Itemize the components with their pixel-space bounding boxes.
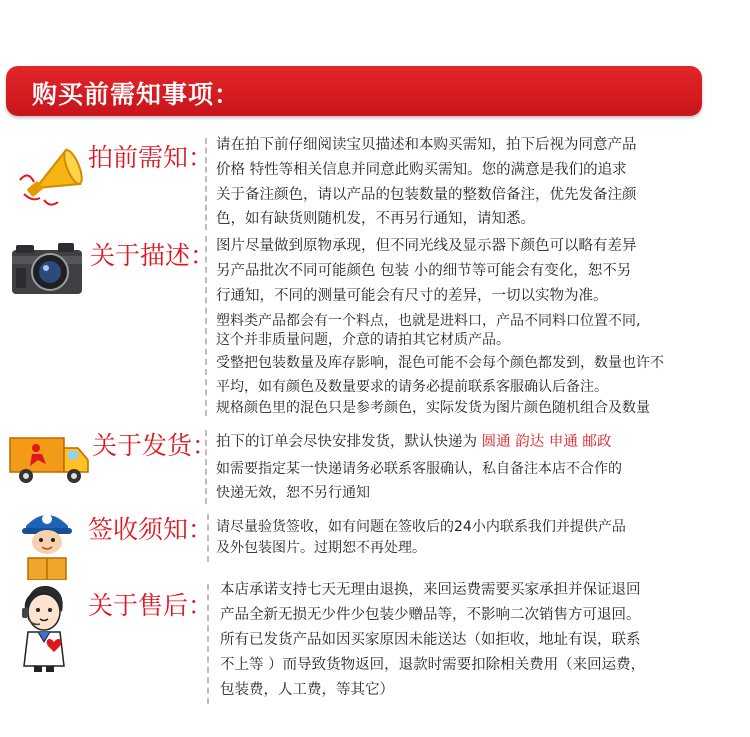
text-line: 不上等 ）而导致货物返回，退款时需要扣除相关费用（来回运费，: [220, 657, 646, 673]
text-line: 这个并非质量问题，介意的请拍其它材质产品。: [216, 332, 510, 348]
camera-icon: [10, 240, 84, 296]
section-divider: [205, 236, 207, 416]
text-line: 及外包装图片。过期恕不再处理。: [216, 540, 426, 556]
text-line: 所有已发货产品如因买家原因未能送达（如拒收，地址有误，联系: [220, 632, 641, 648]
section-divider: [205, 138, 207, 230]
text-line: 快递无效，恕不另行通知: [216, 485, 370, 501]
courier-list: 圆通 韵达 申通 邮政: [481, 434, 612, 450]
section-divider: [207, 584, 209, 704]
section-title-description: 关于描述：: [90, 241, 216, 270]
section-title-signing: 签收须知：: [88, 515, 214, 544]
text-line: 平均，如有颜色及数量要求的请务必提前联系客服确认后备注。: [216, 379, 608, 395]
text-line: 规格颜色里的混色只是参考颜色，实际发货为图片颜色随机组合及数量: [216, 400, 650, 416]
section-title-before-purchase: 拍前需知：: [88, 143, 214, 172]
section-title-after-sales: 关于售后：: [88, 591, 214, 620]
text-line: 受整把包装数量及库存影响，混色可能不会每个颜色都发到，数量也许不: [216, 355, 664, 371]
text-line: 请尽量验货签收，如有问题在签收后的24小内联系我们并提供产品: [216, 519, 626, 535]
text-line: 包装费，人工费，等其它）: [220, 682, 394, 698]
text-line: 行通知，不同的测量可能会有尺寸的差异，一切以实物为准。: [216, 288, 608, 304]
delivery-truck-icon: [8, 434, 92, 486]
section-divider: [207, 514, 209, 562]
shipping-default-text: 拍下的订单会尽快安排发货，默认快递为: [216, 434, 482, 450]
text-line: 请在拍下前仔细阅读宝贝描述和本购买需知，拍下后视为同意产品: [216, 137, 637, 153]
section-title-shipping: 关于发货：: [92, 431, 218, 460]
text-line: 如需要指定某一快递请务必联系客服确认，私自备注本店不合作的: [216, 461, 622, 477]
text-line: 图片尽量做到原物承现，但不同光线及显示器下颜色可以略有差异: [216, 238, 637, 254]
text-line: 价格 特性等相关信息并同意此购买需知。您的满意是我们的追求: [216, 162, 627, 178]
section-divider: [205, 430, 207, 504]
customer-service-icon: [14, 582, 74, 674]
text-line: [216, 432, 716, 454]
text-line: 色，如有缺货则随机发，不再另行通知，请知悉。: [216, 211, 535, 227]
banner-title: 购买前需知事项：: [32, 80, 241, 109]
text-line: 关于备注颜色，请以产品的包装数量的整数倍备注，优先发备注颜: [216, 187, 637, 203]
text-line: 本店承诺支持七天无理由退换，来回运费需要买家承担并保证退回: [220, 582, 641, 598]
text-line: 塑料类产品都会有一个料点，也就是进料口，产品不同料口位置不同,: [216, 313, 641, 329]
courier-person-icon: [14, 504, 80, 580]
megaphone-icon: [14, 140, 88, 210]
header-banner: [6, 66, 702, 116]
text-line: 另产品批次不同可能颜色 包装 小的细节等可能会有变化，恕不另: [216, 263, 632, 279]
text-line: 产品全新无损无少件少包装少赠品等，不影响二次销售方可退回。: [220, 607, 641, 623]
